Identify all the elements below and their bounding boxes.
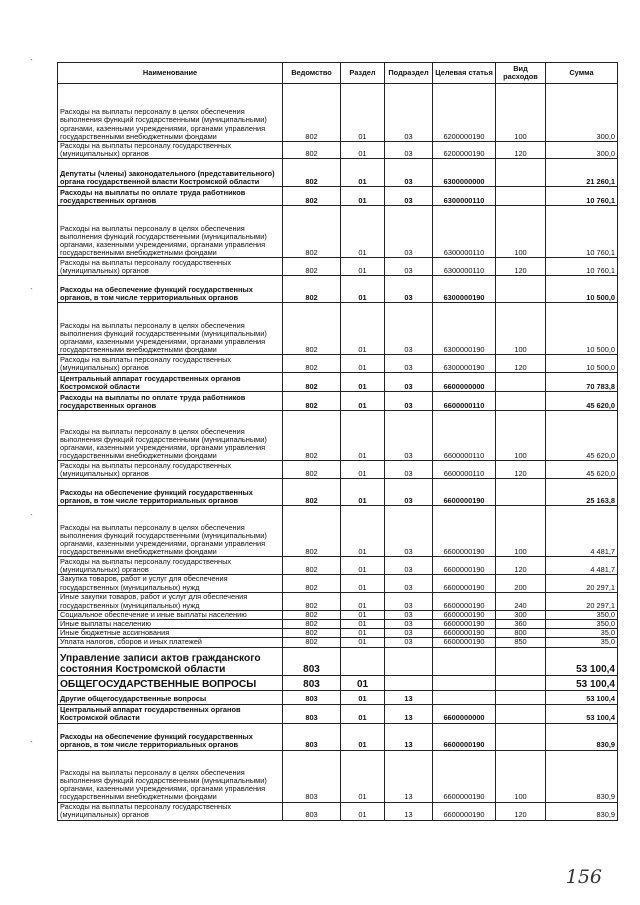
table-row	[58, 479, 618, 506]
table-row	[58, 187, 618, 206]
target-item-cell: 6600000000	[433, 373, 496, 392]
department-cell: 802	[283, 638, 341, 647]
amount-cell: 70 783,8	[546, 373, 618, 392]
amount-cell: 25 163,8	[546, 479, 618, 506]
subsection-cell: 03	[385, 276, 433, 303]
amount-cell: 300,0	[546, 142, 618, 159]
department-cell: 802	[283, 557, 341, 575]
subsection-cell: 03	[385, 258, 433, 276]
department-cell: 802	[283, 479, 341, 506]
budget-table-sheet	[57, 62, 617, 821]
name-cell: Депутаты (члены) законодательного (представительного) органа государственной власти Костромской области	[58, 159, 283, 187]
department-cell: 802	[283, 276, 341, 303]
expense-type-cell	[496, 723, 546, 750]
section-cell: 01	[341, 506, 385, 557]
expense-type-cell: 100	[496, 206, 546, 258]
section-cell: 01	[341, 142, 385, 159]
name-cell: Расходы на выплаты персоналу в целях обеспечения выполнения функций государственными (муниципальными) органами, казенными учреждениями, органами управления государственными внебюджетными фондами	[58, 206, 283, 258]
department-cell: 802	[283, 206, 341, 258]
section-cell: 01	[341, 750, 385, 802]
expense-type-cell: 100	[496, 411, 546, 461]
department-cell: 803	[283, 704, 341, 723]
subsection-cell	[385, 647, 433, 675]
subsection-cell	[385, 675, 433, 690]
department-cell: 802	[283, 84, 341, 142]
target-item-cell	[433, 675, 496, 690]
subsection-cell: 03	[385, 159, 433, 187]
subsection-cell: 03	[385, 575, 433, 592]
amount-cell: 10 760,1	[546, 258, 618, 276]
expense-type-cell	[496, 704, 546, 723]
name-cell: Расходы на выплаты персоналу государственных (муниципальных) органов	[58, 461, 283, 479]
expense-type-cell	[496, 276, 546, 303]
expense-type-cell: 100	[496, 506, 546, 557]
scan-mark: `	[30, 287, 33, 297]
header-name: Наименование	[58, 63, 283, 84]
subsection-cell: 13	[385, 723, 433, 750]
department-cell: 802	[283, 411, 341, 461]
amount-cell: 53 100,4	[546, 690, 618, 704]
section-cell: 01	[341, 557, 385, 575]
name-cell: Расходы на выплаты персоналу государственных (муниципальных) органов	[58, 557, 283, 575]
department-cell: 802	[283, 610, 341, 619]
department-cell: 802	[283, 592, 341, 610]
table-row	[58, 142, 618, 159]
header-expense-type: Вид расходов	[496, 63, 546, 84]
subsection-cell: 03	[385, 479, 433, 506]
target-item-cell: 6600000190	[433, 638, 496, 647]
amount-cell: 10 500,0	[546, 303, 618, 355]
subsection-cell: 03	[385, 392, 433, 411]
table-row	[58, 675, 618, 690]
table-row	[58, 575, 618, 592]
section-cell: 01	[341, 159, 385, 187]
department-cell: 802	[283, 142, 341, 159]
table-row	[58, 506, 618, 557]
target-item-cell: 6300000110	[433, 187, 496, 206]
department-cell: 802	[283, 620, 341, 629]
section-cell: 01	[341, 392, 385, 411]
section-cell: 01	[341, 187, 385, 206]
header-department: Ведомство	[283, 63, 341, 84]
subsection-cell: 03	[385, 506, 433, 557]
header-subsection: Подраздел	[385, 63, 433, 84]
section-cell: 01	[341, 620, 385, 629]
department-cell: 803	[283, 750, 341, 802]
section-cell: 01	[341, 629, 385, 638]
name-cell: Расходы на обеспечение функций государственных органов, в том числе территориальных органов	[58, 723, 283, 750]
name-cell: Расходы на обеспечение функций государственных органов, в том числе территориальных органов	[58, 479, 283, 506]
section-cell: 01	[341, 355, 385, 373]
amount-cell: 45 620,0	[546, 392, 618, 411]
amount-cell: 10 500,0	[546, 276, 618, 303]
target-item-cell: 6600000190	[433, 723, 496, 750]
department-cell: 803	[283, 675, 341, 690]
target-item-cell: 6600000110	[433, 392, 496, 411]
target-item-cell: 6600000190	[433, 557, 496, 575]
subsection-cell: 03	[385, 373, 433, 392]
subsection-cell: 03	[385, 629, 433, 638]
table-row	[58, 557, 618, 575]
amount-cell: 45 620,0	[546, 461, 618, 479]
name-cell: Расходы на выплаты по оплате труда работников государственных органов	[58, 187, 283, 206]
name-cell: Расходы на выплаты персоналу государственных (муниципальных) органов	[58, 258, 283, 276]
name-cell: ОБЩЕГОСУДАРСТВЕННЫЕ ВОПРОСЫ	[58, 675, 283, 690]
department-cell: 802	[283, 392, 341, 411]
amount-cell: 4 481,7	[546, 506, 618, 557]
target-item-cell	[433, 647, 496, 675]
subsection-cell: 03	[385, 303, 433, 355]
target-item-cell: 6300000110	[433, 206, 496, 258]
table-row	[58, 303, 618, 355]
target-item-cell: 6200000190	[433, 142, 496, 159]
table-row	[58, 355, 618, 373]
table-row	[58, 704, 618, 723]
expense-type-cell: 240	[496, 592, 546, 610]
target-item-cell: 6600000190	[433, 750, 496, 802]
section-cell: 01	[341, 411, 385, 461]
target-item-cell: 6300000110	[433, 258, 496, 276]
expense-type-cell: 120	[496, 355, 546, 373]
name-cell: Закупка товаров, работ и услуг для обеспечения государственных (муниципальных) нужд	[58, 575, 283, 592]
amount-cell: 35,0	[546, 629, 618, 638]
table-row	[58, 620, 618, 629]
section-cell: 01	[341, 638, 385, 647]
subsection-cell: 03	[385, 557, 433, 575]
name-cell: Расходы на выплаты персоналу в целях обеспечения выполнения функций государственными (муниципальными) органами, казенными учреждениями, органами управления государственными внебюджетными фондами	[58, 303, 283, 355]
name-cell: Центральный аппарат государственных органов Костромской области	[58, 704, 283, 723]
target-item-cell: 6600000190	[433, 506, 496, 557]
name-cell: Уплата налогов, сборов и иных платежей	[58, 638, 283, 647]
department-cell: 803	[283, 647, 341, 675]
department-cell: 802	[283, 355, 341, 373]
table-row	[58, 84, 618, 142]
expense-type-cell	[496, 392, 546, 411]
name-cell: Иные бюджетные ассигнования	[58, 629, 283, 638]
subsection-cell: 03	[385, 84, 433, 142]
name-cell: Расходы на выплаты персоналу государственных (муниципальных) органов	[58, 142, 283, 159]
department-cell: 802	[283, 258, 341, 276]
expense-type-cell: 850	[496, 638, 546, 647]
table-row	[58, 411, 618, 461]
section-cell: 01	[341, 592, 385, 610]
section-cell: 01	[341, 206, 385, 258]
amount-cell: 350,0	[546, 620, 618, 629]
section-cell: 01	[341, 276, 385, 303]
table-row	[58, 206, 618, 258]
expense-type-cell: 100	[496, 750, 546, 802]
table-row	[58, 723, 618, 750]
table-row	[58, 373, 618, 392]
name-cell: Расходы на выплаты персоналу государственных (муниципальных) органов	[58, 802, 283, 820]
section-cell: 01	[341, 461, 385, 479]
section-cell: 01	[341, 723, 385, 750]
target-item-cell: 6600000190	[433, 575, 496, 592]
table-row	[58, 750, 618, 802]
amount-cell: 10 760,1	[546, 187, 618, 206]
target-item-cell: 6600000110	[433, 411, 496, 461]
target-item-cell: 6600000000	[433, 704, 496, 723]
department-cell: 802	[283, 629, 341, 638]
scan-mark: `	[30, 58, 33, 68]
target-item-cell: 6300000190	[433, 303, 496, 355]
section-cell	[341, 647, 385, 675]
department-cell: 802	[283, 461, 341, 479]
amount-cell: 830,9	[546, 723, 618, 750]
amount-cell: 10 500,0	[546, 355, 618, 373]
table-row	[58, 592, 618, 610]
subsection-cell: 13	[385, 802, 433, 820]
amount-cell: 35,0	[546, 638, 618, 647]
amount-cell: 20 297,1	[546, 575, 618, 592]
target-item-cell: 6300000000	[433, 159, 496, 187]
department-cell: 802	[283, 159, 341, 187]
amount-cell: 53 100,4	[546, 704, 618, 723]
name-cell: Иные выплаты населению	[58, 620, 283, 629]
header-amount: Сумма	[546, 63, 618, 84]
department-cell: 802	[283, 187, 341, 206]
amount-cell: 300,0	[546, 84, 618, 142]
expense-type-cell	[496, 690, 546, 704]
target-item-cell: 6200000190	[433, 84, 496, 142]
table-row	[58, 629, 618, 638]
target-item-cell: 6600000190	[433, 592, 496, 610]
department-cell: 803	[283, 802, 341, 820]
department-cell: 802	[283, 575, 341, 592]
name-cell: Расходы на выплаты персоналу государственных (муниципальных) органов	[58, 355, 283, 373]
section-cell: 01	[341, 84, 385, 142]
subsection-cell: 03	[385, 461, 433, 479]
subsection-cell: 03	[385, 187, 433, 206]
expense-type-cell: 120	[496, 142, 546, 159]
table-row	[58, 802, 618, 820]
department-cell: 802	[283, 303, 341, 355]
expense-type-cell	[496, 675, 546, 690]
name-cell: Управление записи актов гражданского состояния Костромской области	[58, 647, 283, 675]
subsection-cell: 03	[385, 610, 433, 619]
expense-type-cell: 100	[496, 84, 546, 142]
table-row	[58, 392, 618, 411]
section-cell: 01	[341, 479, 385, 506]
target-item-cell: 6600000190	[433, 610, 496, 619]
table-row	[58, 638, 618, 647]
target-item-cell: 6300000190	[433, 355, 496, 373]
name-cell: Расходы на выплаты по оплате труда работников государственных органов	[58, 392, 283, 411]
subsection-cell: 13	[385, 750, 433, 802]
expense-type-cell: 200	[496, 575, 546, 592]
amount-cell: 830,9	[546, 802, 618, 820]
expense-type-cell	[496, 479, 546, 506]
table-row	[58, 258, 618, 276]
table-body	[58, 84, 618, 821]
subsection-cell: 13	[385, 704, 433, 723]
table-row	[58, 647, 618, 675]
expense-type-cell: 120	[496, 557, 546, 575]
amount-cell: 350,0	[546, 610, 618, 619]
expense-type-cell: 120	[496, 461, 546, 479]
name-cell: Социальное обеспечение и иные выплаты населению	[58, 610, 283, 619]
name-cell: Расходы на выплаты персоналу в целях обеспечения выполнения функций государственными (муниципальными) органами, казенными учреждениями, органами управления государственными внебюджетными фондами	[58, 750, 283, 802]
amount-cell: 830,9	[546, 750, 618, 802]
subsection-cell: 03	[385, 355, 433, 373]
amount-cell: 21 260,1	[546, 159, 618, 187]
target-item-cell: 6300000190	[433, 276, 496, 303]
subsection-cell: 03	[385, 592, 433, 610]
section-cell: 01	[341, 258, 385, 276]
amount-cell: 45 620,0	[546, 411, 618, 461]
target-item-cell: 6600000190	[433, 479, 496, 506]
section-cell: 01	[341, 575, 385, 592]
section-cell: 01	[341, 610, 385, 619]
department-cell: 802	[283, 506, 341, 557]
amount-cell: 20 297,1	[546, 592, 618, 610]
target-item-cell: 6600000190	[433, 629, 496, 638]
subsection-cell: 03	[385, 638, 433, 647]
target-item-cell: 6600000190	[433, 620, 496, 629]
expense-type-cell	[496, 159, 546, 187]
department-cell: 802	[283, 373, 341, 392]
expense-type-cell: 360	[496, 620, 546, 629]
header-target-item: Целевая статья	[433, 63, 496, 84]
name-cell: Центральный аппарат государственных органов Костромской области	[58, 373, 283, 392]
section-cell: 01	[341, 303, 385, 355]
subsection-cell: 03	[385, 620, 433, 629]
table-row	[58, 690, 618, 704]
target-item-cell	[433, 690, 496, 704]
budget-table	[57, 62, 618, 821]
target-item-cell: 6600000110	[433, 461, 496, 479]
department-cell: 803	[283, 690, 341, 704]
amount-cell: 10 760,1	[546, 206, 618, 258]
scan-mark: `	[30, 513, 33, 523]
section-cell: 01	[341, 373, 385, 392]
amount-cell: 53 100,4	[546, 675, 618, 690]
name-cell: Расходы на обеспечение функций государственных органов, в том числе территориальных органов	[58, 276, 283, 303]
amount-cell: 53 100,4	[546, 647, 618, 675]
section-cell: 01	[341, 675, 385, 690]
subsection-cell: 03	[385, 206, 433, 258]
name-cell: Расходы на выплаты персоналу в целях обеспечения выполнения функций государственными (муниципальными) органами, казенными учреждениями, органами управления государственными внебюджетными фондами	[58, 84, 283, 142]
section-cell: 01	[341, 690, 385, 704]
name-cell: Иные закупки товаров, работ и услуг для обеспечения государственных (муниципальных) нужд	[58, 592, 283, 610]
name-cell: Расходы на выплаты персоналу в целях обеспечения выполнения функций государственными (муниципальными) органами, казенными учреждениями, органами управления государственными внебюджетными фондами	[58, 506, 283, 557]
expense-type-cell: 100	[496, 303, 546, 355]
name-cell: Расходы на выплаты персоналу в целях обеспечения выполнения функций государственными (муниципальными) органами, казенными учреждениями, органами управления государственными внебюджетными фондами	[58, 411, 283, 461]
section-cell: 01	[341, 704, 385, 723]
header-section: Раздел	[341, 63, 385, 84]
department-cell: 803	[283, 723, 341, 750]
target-item-cell: 6600000190	[433, 802, 496, 820]
expense-type-cell	[496, 647, 546, 675]
amount-cell: 4 481,7	[546, 557, 618, 575]
expense-type-cell	[496, 187, 546, 206]
page-number: 156	[565, 866, 602, 888]
expense-type-cell: 300	[496, 610, 546, 619]
subsection-cell: 13	[385, 690, 433, 704]
expense-type-cell: 120	[496, 258, 546, 276]
table-header-row	[58, 63, 618, 84]
name-cell: Другие общегосударственные вопросы	[58, 690, 283, 704]
table-row	[58, 610, 618, 619]
table-row	[58, 159, 618, 187]
table-row	[58, 276, 618, 303]
section-cell: 01	[341, 802, 385, 820]
scan-mark: `	[30, 740, 33, 750]
subsection-cell: 03	[385, 142, 433, 159]
expense-type-cell	[496, 373, 546, 392]
expense-type-cell: 800	[496, 629, 546, 638]
expense-type-cell: 120	[496, 802, 546, 820]
subsection-cell: 03	[385, 411, 433, 461]
table-row	[58, 461, 618, 479]
